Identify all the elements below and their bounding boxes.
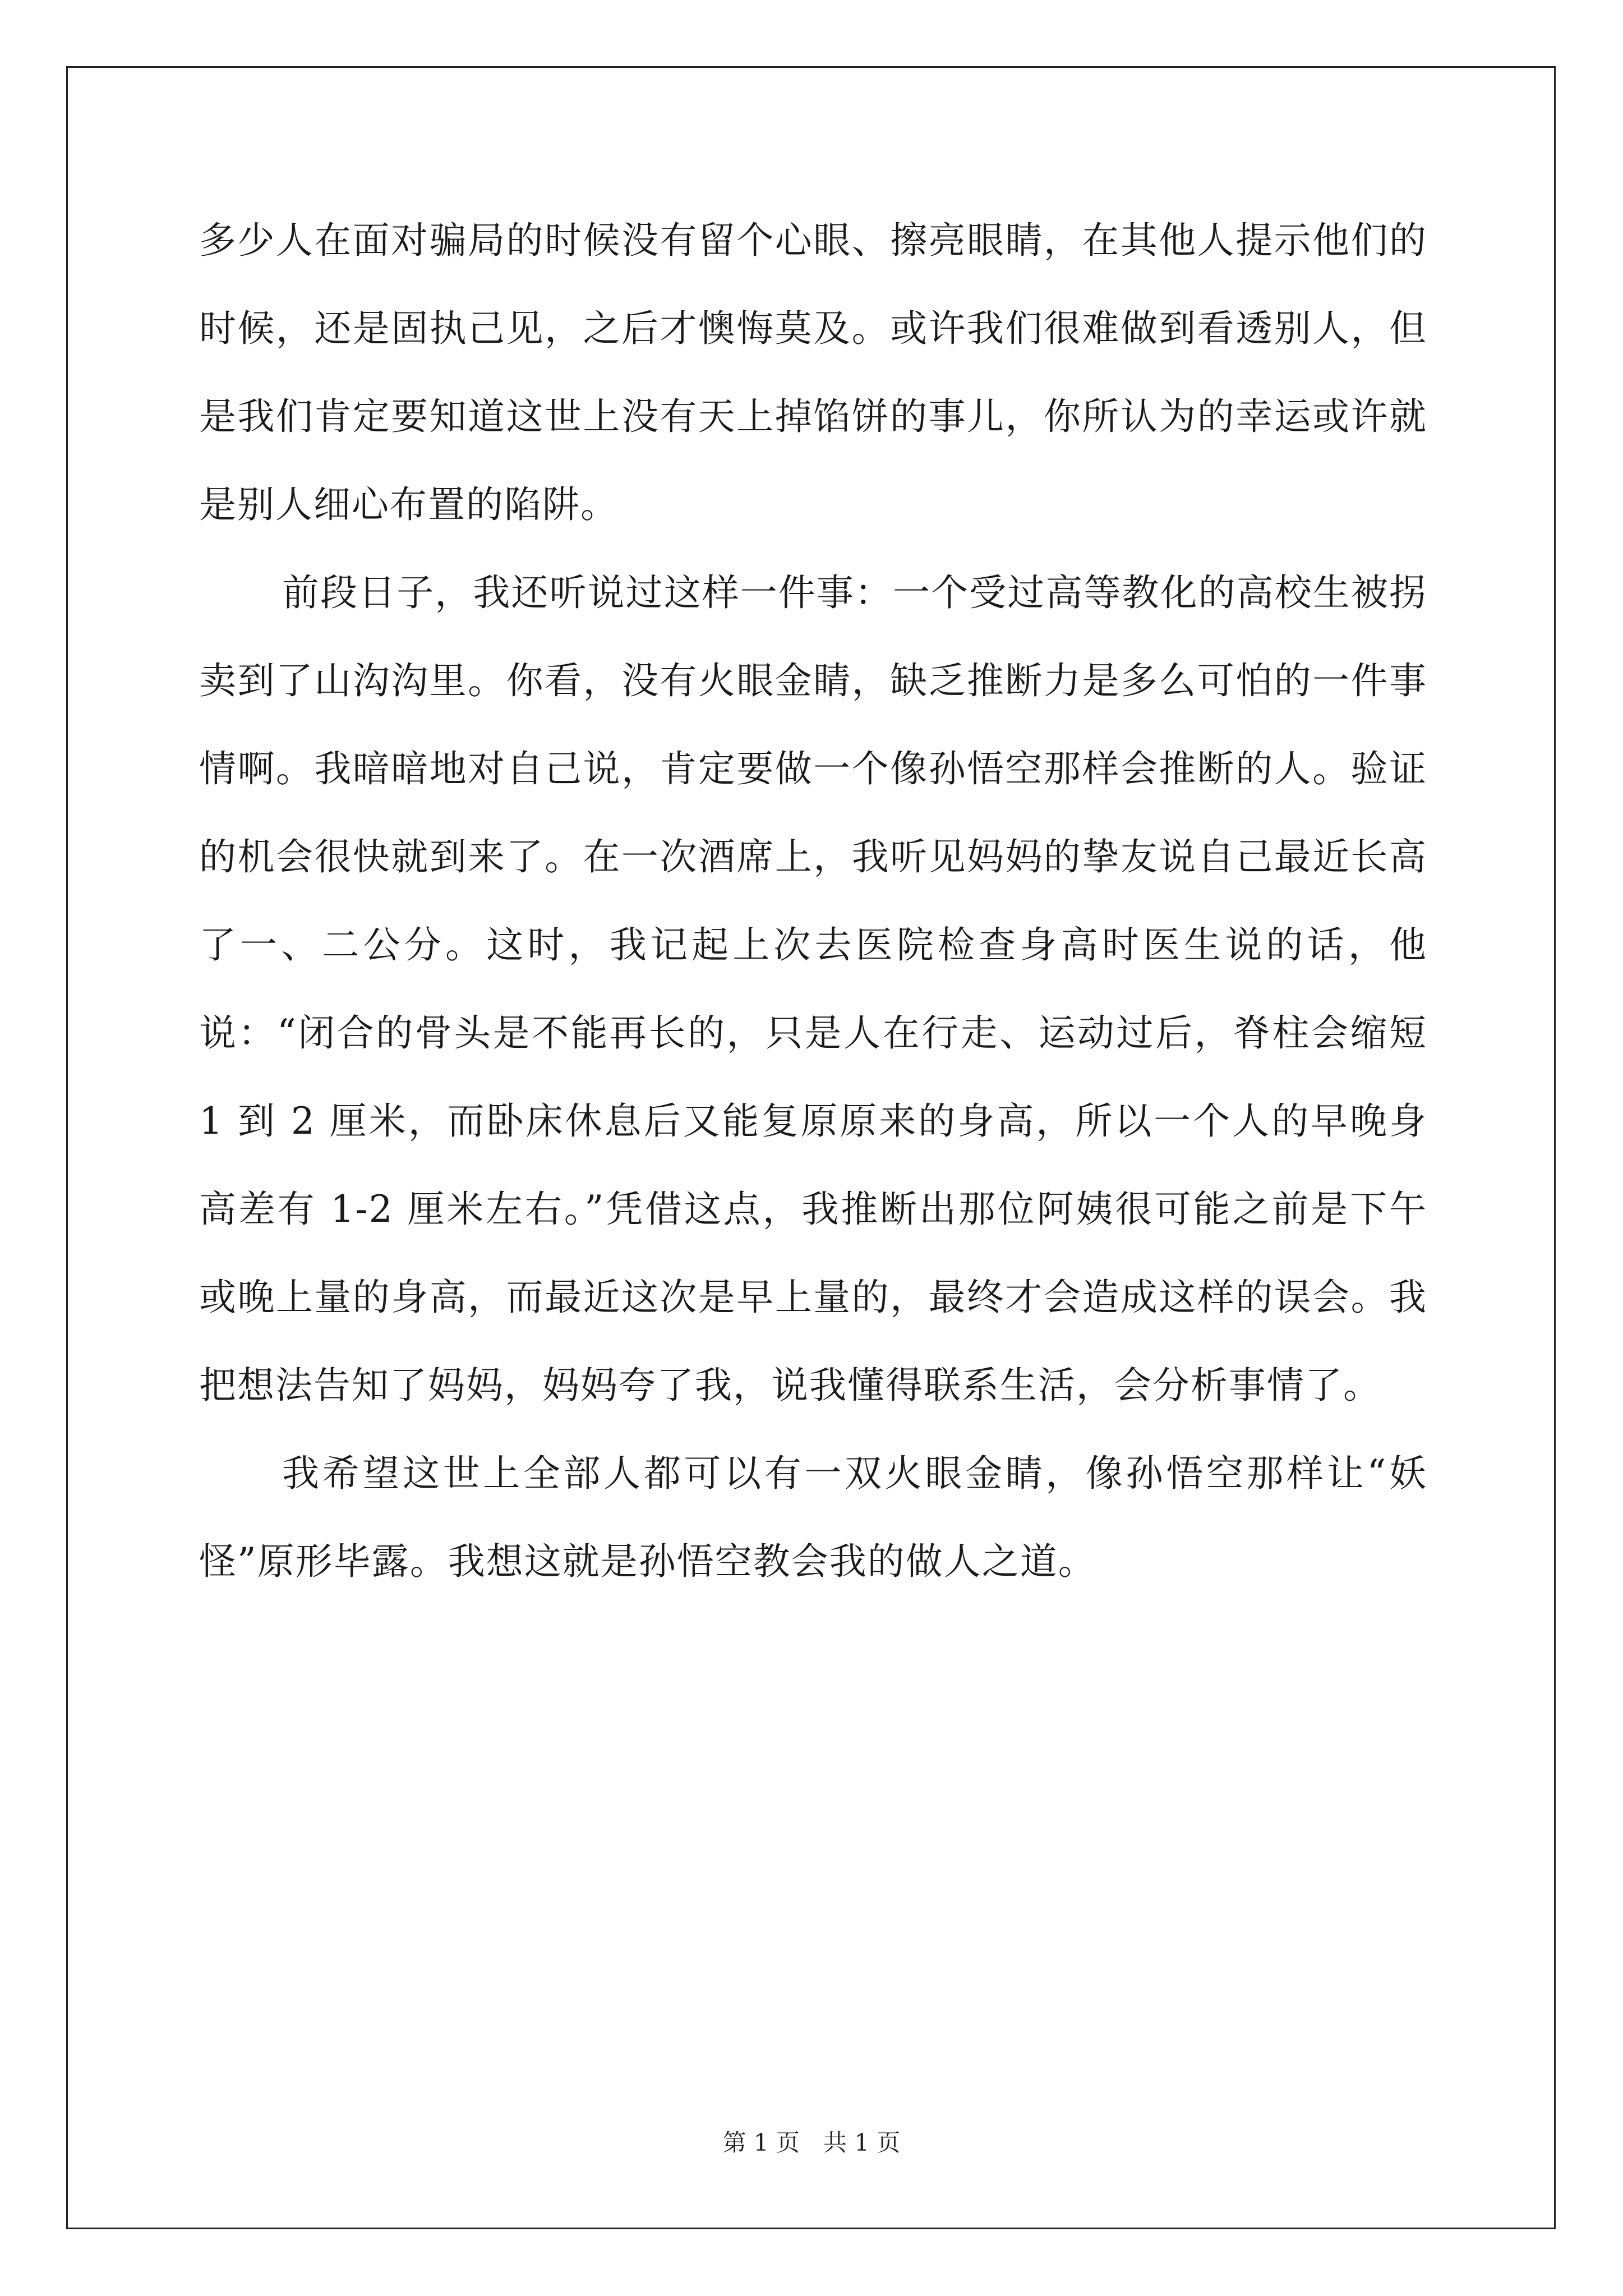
paragraph-3: 我希望这世上全部人都可以有一双火眼金睛，像孙悟空那样让“妖怪”原形毕露。我想这就是孙悟空教会我的做人之道。 (199, 1452, 1427, 1583)
page-footer: 第 1 页 共 1 页 (722, 2129, 901, 2156)
paragraph-1: 多少人在面对骗局的时候没有留个心眼、擦亮眼睛，在其他人提示他们的时候，还是固执己见，之后才懊悔莫及。或许我们很难做到看透别人，但是我们肯定要知道这世上没有天上掉馅饼的事儿，你所认为的幸运或许就是别人细心布置的陷阱。 (199, 219, 1427, 526)
paragraph-2: 前段日子，我还听说过这样一件事：一个受过高等教化的高校生被拐卖到了山沟沟里。你看，没有火眼金睛，缺乏推断力是多么可怕的一件事情啊。我暗暗地对自己说，肯定要做一个像孙悟空那样会推断的人。验证的机会很快就到来了。在一次酒席上，我听见妈妈的挚友说自己最近长高了一、二公分。这时，我记起上次去医院检查身高时医生说的话，他说：“闭合的骨头是不能再长的，只是人在行走、运动过后，脊柱会缩短 1 到 2 厘米，而卧床休息后又能复原原来的身高，所以一个人的早晚身高差有 1-2 厘米左右。”凭借这点，我推断出那位阿姨很可能之前是下午或晚上量的身高，而最近这次是早上量的，最终才会造成这样的误会。我把想法告知了妈妈，妈妈夸了我，说我懂得联系生活，会分析事情了。 (199, 571, 1427, 1407)
document-body (199, 196, 1427, 1605)
